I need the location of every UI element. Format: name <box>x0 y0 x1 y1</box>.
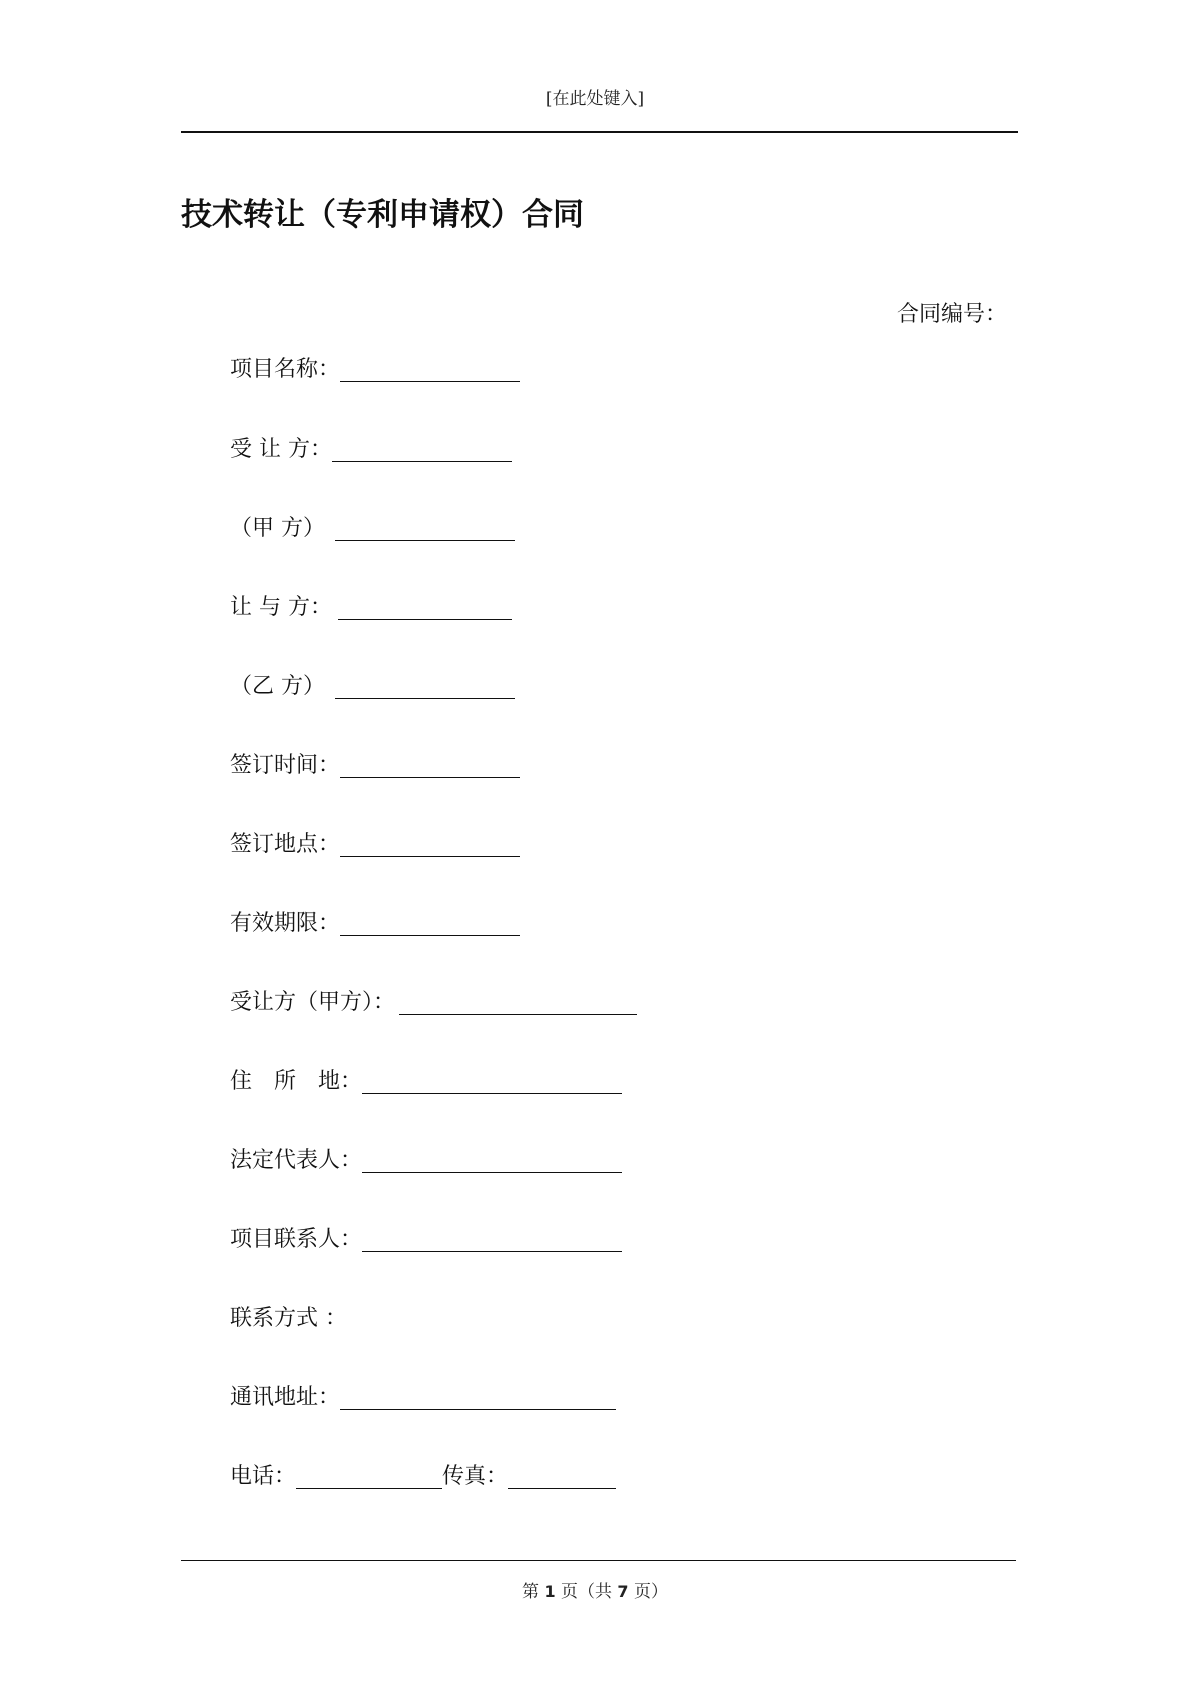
field-party-b <box>230 669 515 701</box>
footer-prefix: 第 <box>522 1582 545 1602</box>
blank-line[interactable] <box>340 751 520 778</box>
blank-line[interactable] <box>335 672 515 699</box>
field-contact-method <box>230 1301 347 1333</box>
blank-line[interactable] <box>340 830 520 857</box>
blank-line[interactable] <box>362 1067 622 1094</box>
field-mail-address <box>230 1380 616 1412</box>
field-sign-time <box>230 748 520 780</box>
fax-label: 传真： <box>442 1464 509 1489</box>
field-label: 签订地点： <box>230 832 341 857</box>
footer-middle: 页（共 <box>555 1582 618 1602</box>
blank-line[interactable] <box>340 909 520 936</box>
blank-line[interactable] <box>362 1225 622 1252</box>
field-project-name <box>230 352 520 384</box>
footer-rule <box>181 1560 1016 1561</box>
blank-line[interactable] <box>340 355 520 382</box>
field-address <box>230 1064 622 1096</box>
fax-blank-line[interactable] <box>508 1462 616 1489</box>
phone-label: 电话： <box>230 1464 297 1489</box>
page-header: [在此处键入] <box>545 89 645 109</box>
field-label: 受让方（甲方）： <box>230 990 396 1015</box>
page-footer <box>0 1577 1190 1602</box>
current-page-number: 1 <box>544 1582 556 1601</box>
field-label: 有效期限： <box>230 911 341 936</box>
header-rule <box>181 131 1018 133</box>
blank-line[interactable] <box>338 593 512 620</box>
field-validity <box>230 906 520 938</box>
field-party-a <box>230 511 515 543</box>
blank-line[interactable] <box>399 988 637 1015</box>
field-label: 法定代表人： <box>230 1148 363 1173</box>
field-transferor <box>230 590 512 622</box>
field-label: 受 让 方： <box>230 437 332 462</box>
blank-line[interactable] <box>332 435 512 462</box>
document-title: 技术转让（专利申请权）合同 <box>181 197 584 233</box>
field-label: 通讯地址： <box>230 1385 341 1410</box>
field-project-contact <box>230 1222 622 1254</box>
field-label: （甲 方） <box>230 516 325 541</box>
field-legal-representative <box>230 1143 622 1175</box>
footer-suffix: 页） <box>628 1582 668 1602</box>
blank-line[interactable] <box>362 1146 622 1173</box>
blank-line[interactable] <box>340 1383 616 1410</box>
field-label: （乙 方） <box>230 674 325 699</box>
phone-blank-line[interactable] <box>296 1462 442 1489</box>
field-label: 签订时间： <box>230 753 341 778</box>
field-transferee <box>230 432 512 464</box>
field-transferee-party-a <box>230 985 637 1017</box>
contract-number-label: 合同编号： <box>896 302 1007 327</box>
field-phone-fax <box>230 1459 616 1491</box>
field-label: 项目联系人： <box>230 1227 363 1252</box>
field-label: 住 所 地： <box>230 1069 363 1094</box>
field-label: 让 与 方： <box>230 595 332 620</box>
field-label: 项目名称： <box>230 357 341 382</box>
field-sign-place <box>230 827 520 859</box>
blank-line[interactable] <box>335 514 515 541</box>
total-page-number: 7 <box>617 1582 629 1601</box>
field-label: 联系方式 ： <box>230 1306 347 1331</box>
